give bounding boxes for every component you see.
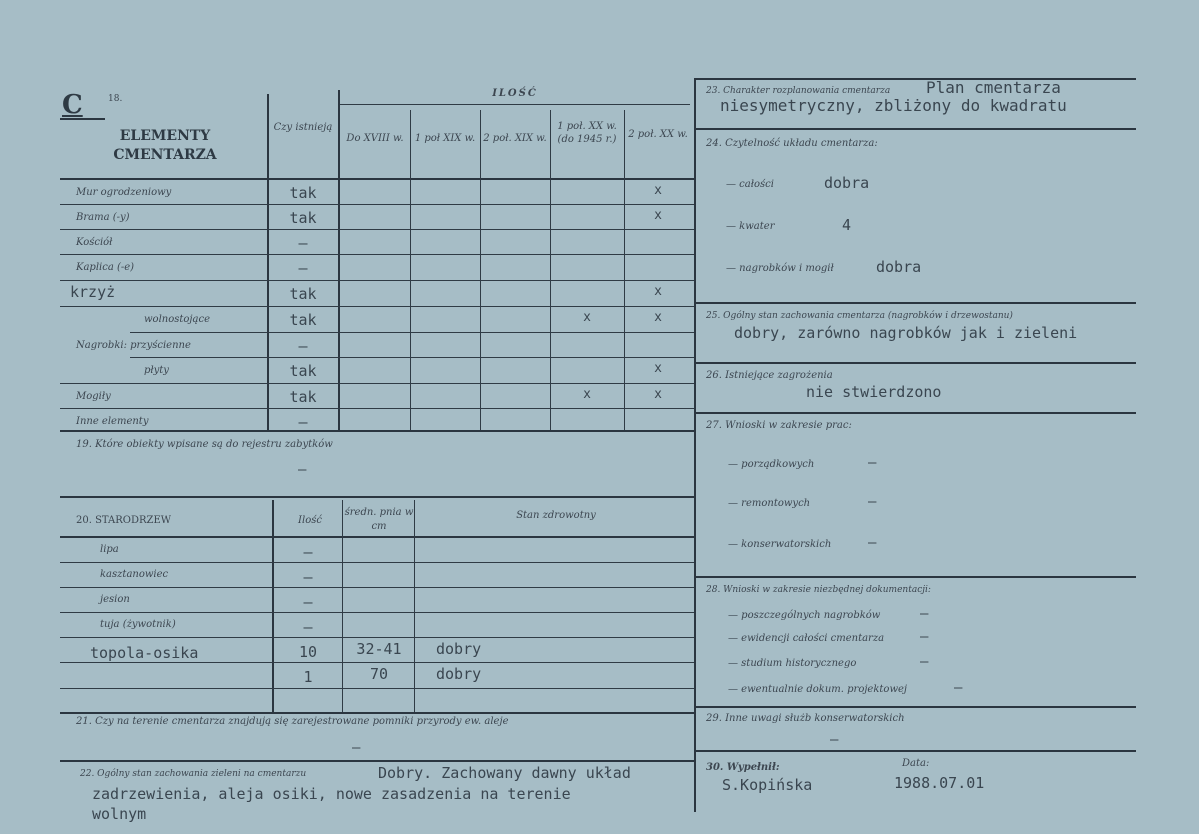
element-row-mark: x — [654, 310, 662, 325]
s22-value-line3: wolnym — [92, 805, 147, 823]
s22-label: 22. Ogólny stan zachowania zieleni na cmentarzu — [80, 769, 307, 779]
element-row-exists: – — [298, 337, 308, 355]
tree-row-state: dobry — [436, 665, 482, 683]
s30-date-label: Data: — [902, 758, 930, 769]
s20-label: 20. STARODRZEW — [76, 515, 172, 526]
element-row-mark: x — [654, 361, 662, 376]
element-row-label: Inne elementy — [76, 416, 149, 427]
element-row-label: Kościół — [76, 237, 113, 248]
element-row-mark: x — [654, 387, 662, 402]
element-row-exists: – — [298, 413, 308, 431]
s21-label: 21. Czy na terenie cmentarza znajdują się zarejestrowane pomniki przyrody ew. aleje — [76, 716, 509, 727]
col-exists-header: Czy istnieją — [273, 122, 333, 133]
s27-label: 27. Wnioski w zakresie prac: — [706, 420, 852, 431]
col-header-2: 2 poł. XIX w. — [483, 133, 547, 144]
tree-row-diam: 70 — [369, 665, 389, 683]
legibility-item-value: dobra — [876, 258, 922, 276]
documentation-item-value: – — [920, 606, 929, 622]
col-ilosc-header: ILOŚĆ — [492, 88, 538, 99]
documentation-item-value: – — [920, 629, 929, 645]
element-row-label: krzyż — [70, 283, 116, 301]
s22-value-line2: zadrzewienia, aleja osiki, nowe zasadzenia na terenie — [92, 785, 571, 803]
documentation-item-value: – — [954, 680, 963, 696]
tree-row-state: dobry — [436, 640, 482, 658]
tree-row-qty: 10 — [298, 643, 318, 661]
element-row-label: Brama (-y) — [76, 212, 130, 223]
element-row-exists: – — [298, 259, 308, 277]
s20-col-qty: Ilość — [298, 515, 322, 526]
element-row-mark: x — [654, 183, 662, 198]
element-row-label: Kaplica (-e) — [76, 262, 135, 273]
documentation-item-value: – — [920, 654, 929, 670]
col-header-0: Do XVIII w. — [346, 133, 404, 144]
documentation-item-label: — ewidencji całości cmentarza — [728, 633, 885, 644]
documentation-item-label: — poszczególnych nagrobków — [728, 610, 881, 621]
s24-label: 24. Czytelność układu cmentarza: — [706, 138, 878, 149]
tree-row-qty: – — [303, 543, 313, 561]
s29-value: – — [830, 732, 839, 748]
element-row-label: Mogiły — [76, 391, 111, 402]
works-item-value: – — [868, 535, 877, 551]
element-row-mark: x — [583, 387, 591, 402]
works-item-label: — remontowych — [728, 498, 811, 509]
works-item-value: – — [868, 455, 877, 471]
element-row-label: Nagrobki: przyścienne — [76, 340, 191, 351]
tree-row-name: kasztanowiec — [100, 569, 169, 580]
documentation-item-label: — ewentualnie dokum. projektowej — [728, 684, 908, 695]
legibility-item-label: — nagrobków i mogił — [726, 263, 834, 274]
s25-label: 25. Ogólny stan zachowania cmentarza (nagrobków i drzewostanu) — [706, 311, 1013, 321]
legibility-item-label: — kwater — [726, 221, 775, 232]
works-item-label: — porządkowych — [728, 459, 815, 470]
element-row-mark: x — [654, 208, 662, 223]
col-header-1: 1 poł XIX w. — [414, 133, 476, 144]
tree-row-qty: – — [303, 593, 313, 611]
element-row-mark: x — [583, 310, 591, 325]
legibility-item-value: dobra — [824, 174, 870, 192]
s29-label: 29. Inne uwagi służb konserwatorskich — [706, 713, 905, 724]
elements-title-line2: CMENTARZA — [113, 147, 217, 163]
element-row-label: wolnostojące — [144, 314, 210, 325]
element-row-exists: tak — [289, 362, 317, 380]
s23-value-line2: niesymetryczny, zbliżony do kwadratu — [720, 96, 1067, 115]
section-letter: C — [62, 90, 83, 120]
s22-value-line1: Dobry. Zachowany dawny układ — [378, 764, 631, 782]
elements-title-line1: ELEMENTY — [119, 128, 211, 144]
s26-value: nie stwierdzono — [806, 383, 942, 401]
s25-value: dobry, zarówno nagrobków jak i zieleni — [734, 324, 1078, 342]
tree-row-diam: 32-41 — [356, 640, 402, 658]
legibility-item-value: 4 — [842, 216, 852, 234]
element-row-exists: tak — [289, 388, 317, 406]
s23-label: 23. Charakter rozplanowania cmentarza — [706, 86, 891, 96]
col-header-4: 2 poł. XX w. — [628, 129, 688, 140]
works-item-label: — konserwatorskich — [728, 539, 832, 550]
works-item-value: – — [868, 494, 877, 510]
s30-label: 30. Wypełnił: — [706, 762, 780, 773]
s21-value: – — [352, 740, 361, 756]
element-row-label: Mur ogrodzeniowy — [76, 187, 172, 198]
element-row-exists: tak — [289, 311, 317, 329]
tree-row-qty: – — [303, 568, 313, 586]
col-header-3: 1 poł. XX w. (do 1945 r.) — [557, 121, 617, 145]
tree-row-name: topola-osika — [90, 644, 199, 662]
s30-date: 1988.07.01 — [894, 774, 985, 792]
tree-row-name: jesion — [100, 594, 130, 605]
s23-value-line1: Plan cmentarza — [926, 78, 1061, 97]
element-row-exists: – — [298, 234, 308, 252]
element-row-exists: tak — [289, 209, 317, 227]
section-number: 18. — [108, 94, 123, 104]
tree-row-qty: – — [303, 618, 313, 636]
element-row-exists: tak — [289, 184, 317, 202]
element-row-exists: tak — [289, 285, 317, 303]
documentation-item-label: — studium historycznego — [728, 658, 857, 669]
legibility-item-label: — całości — [726, 179, 774, 190]
element-row-mark: x — [654, 284, 662, 299]
s26-label: 26. Istniejące zagrożenia — [706, 370, 833, 381]
tree-row-qty: 1 — [303, 668, 313, 686]
s19-label: 19. Które obiekty wpisane są do rejestru zabytków — [76, 439, 333, 450]
s20-col-diam: średn. pnia w cm — [344, 507, 414, 532]
tree-row-name: lipa — [100, 544, 119, 555]
s30-name: S.Kopińska — [722, 776, 813, 794]
s20-col-state: Stan zdrowotny — [516, 510, 596, 521]
tree-row-name: tuja (żywotnik) — [100, 619, 176, 630]
element-row-label: płyty — [144, 365, 169, 376]
s28-label: 28. Wnioski w zakresie niezbędnej dokumentacji: — [706, 585, 931, 595]
s19-value: – — [298, 462, 307, 478]
